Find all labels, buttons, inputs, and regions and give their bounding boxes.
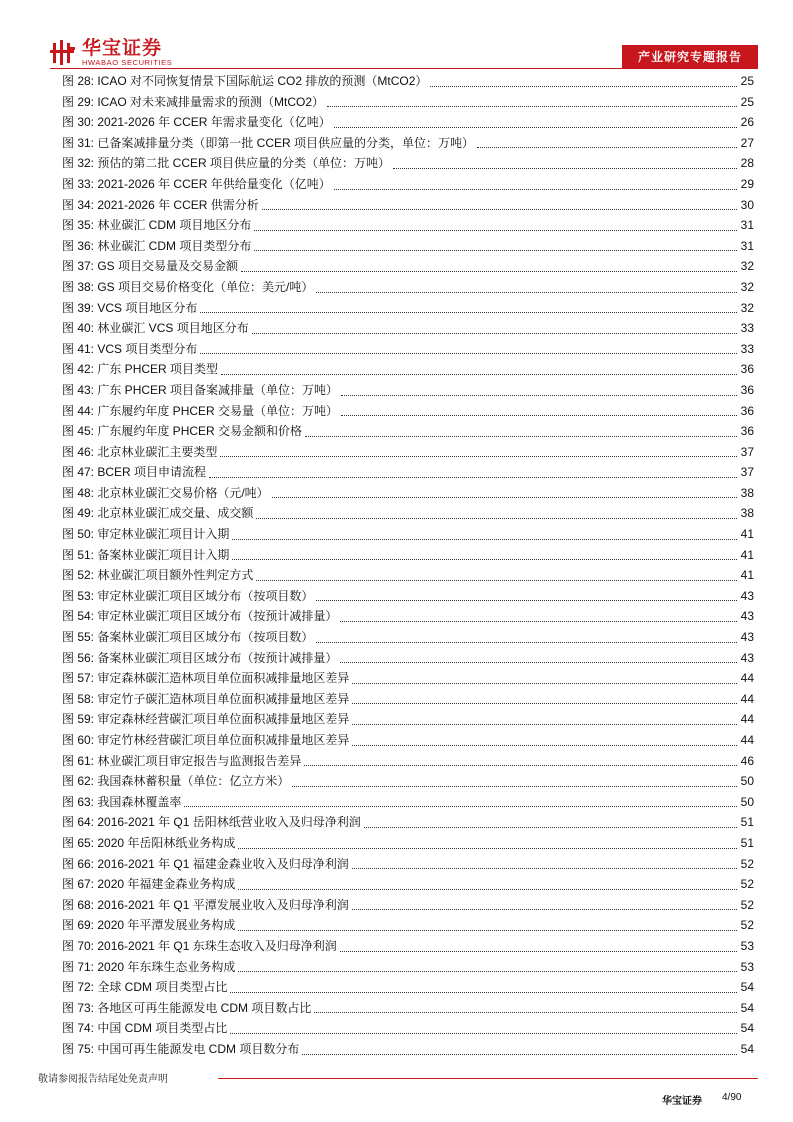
toc-entry-page: 32 bbox=[740, 300, 754, 315]
toc-entry-label: 图 61: 林业碳汇项目审定报告与监测报告差异 bbox=[62, 753, 302, 768]
toc-entry-label: 图 55: 备案林业碳汇项目区域分布（按项目数） bbox=[62, 630, 314, 645]
toc-entry-label: 图 41: VCS 项目类型分布 bbox=[62, 341, 198, 356]
toc-entry-page: 54 bbox=[740, 1000, 754, 1015]
toc-dot-leader bbox=[220, 455, 737, 457]
toc-entry-label: 图 54: 审定林业碳汇项目区域分布（按预计减排量） bbox=[62, 609, 338, 624]
toc-dot-leader bbox=[252, 332, 737, 334]
toc-entry-label: 图 63: 我国森林覆盖率 bbox=[62, 794, 182, 809]
toc-entry-page: 36 bbox=[740, 382, 754, 397]
toc-dot-leader bbox=[352, 744, 737, 746]
toc-entry-label: 图 44: 广东履约年度 PHCER 交易量（单位：万吨） bbox=[62, 403, 339, 418]
toc-entry-label: 图 73: 各地区可再生能源发电 CDM 项目数占比 bbox=[62, 1000, 312, 1015]
toc-entry[interactable] bbox=[62, 751, 754, 772]
toc-entry-label: 图 62: 我国森林蓄积量（单位：亿立方米） bbox=[62, 774, 290, 789]
toc-entry-page: 32 bbox=[740, 279, 754, 294]
toc-entry-page: 53 bbox=[740, 938, 754, 953]
toc-entry-label: 图 30: 2021-2026 年 CCER 年需求量变化（亿吨） bbox=[62, 115, 331, 130]
toc-entry-page: 50 bbox=[740, 774, 754, 789]
toc-entry-label: 图 28: ICAO 对不同恢复情景下国际航运 CO2 排放的预测（MtCO2） bbox=[62, 74, 428, 88]
toc-dot-leader bbox=[341, 394, 737, 396]
toc-entry-page: 28 bbox=[740, 156, 754, 171]
toc-dot-leader bbox=[254, 249, 737, 251]
toc-entry-page: 52 bbox=[740, 877, 754, 892]
toc-entry-label: 图 64: 2016-2021 年 Q1 岳阳林纸营业收入及归母净利润 bbox=[62, 815, 361, 830]
toc-entry-page: 43 bbox=[740, 588, 754, 603]
toc-entry-page: 43 bbox=[740, 650, 754, 665]
toc-entry[interactable] bbox=[62, 833, 754, 854]
toc-entry[interactable] bbox=[62, 442, 754, 463]
toc-entry-label: 图 42: 广东 PHCER 项目类型 bbox=[62, 362, 219, 377]
toc-entry[interactable] bbox=[62, 318, 754, 339]
toc-entry-page: 37 bbox=[740, 465, 754, 480]
toc-entry-page: 25 bbox=[740, 94, 754, 109]
toc-entry[interactable] bbox=[62, 236, 754, 257]
toc-dot-leader bbox=[352, 908, 737, 910]
toc-dot-leader bbox=[340, 950, 737, 952]
toc-entry[interactable] bbox=[62, 586, 754, 607]
toc-entry[interactable] bbox=[62, 462, 754, 483]
toc-entry-label: 图 67: 2020 年福建金森业务构成 bbox=[62, 877, 236, 892]
toc-entry-page: 36 bbox=[740, 424, 754, 439]
toc-entry[interactable] bbox=[62, 545, 754, 566]
toc-entry[interactable] bbox=[62, 1018, 754, 1039]
toc-dot-leader bbox=[334, 126, 737, 128]
toc-entry-label: 图 43: 广东 PHCER 项目备案减排量（单位：万吨） bbox=[62, 382, 339, 397]
toc-dot-leader bbox=[316, 641, 737, 643]
toc-entry-page: 52 bbox=[740, 897, 754, 912]
toc-entry[interactable] bbox=[62, 359, 754, 380]
footer-brand: 华宝证券 bbox=[662, 1096, 702, 1107]
toc-entry[interactable] bbox=[62, 92, 754, 113]
toc-entry-page: 27 bbox=[740, 135, 754, 150]
toc-entry-label: 图 59: 审定森林经营碳汇项目单位面积减排量地区差异 bbox=[62, 712, 350, 727]
toc-entry[interactable] bbox=[62, 421, 754, 442]
toc-entry-label: 图 65: 2020 年岳阳林纸业务构成 bbox=[62, 835, 236, 850]
toc-dot-leader bbox=[292, 785, 737, 787]
toc-dot-leader bbox=[184, 805, 737, 807]
toc-entry-page: 44 bbox=[740, 712, 754, 727]
toc-entry[interactable] bbox=[62, 730, 754, 751]
toc-entry-label: 图 48: 北京林业碳汇交易价格（元/吨） bbox=[62, 485, 269, 500]
toc-entry-label: 图 57: 审定森林碳汇造林项目单位面积减排量地区差异 bbox=[62, 671, 350, 686]
toc-entry[interactable] bbox=[62, 524, 754, 545]
toc-dot-leader bbox=[477, 146, 737, 148]
page-number: 4/90 bbox=[722, 1092, 742, 1103]
toc-dot-leader bbox=[238, 847, 737, 849]
toc-entry[interactable] bbox=[62, 195, 754, 216]
toc-entry[interactable] bbox=[62, 792, 754, 813]
toc-dot-leader bbox=[200, 311, 737, 313]
toc-entry[interactable] bbox=[62, 854, 754, 875]
toc-entry-page: 31 bbox=[740, 238, 754, 253]
toc-entry[interactable] bbox=[62, 174, 754, 195]
toc-entry-page: 41 bbox=[740, 547, 754, 562]
toc-entry[interactable] bbox=[62, 936, 754, 957]
toc-entry-page: 53 bbox=[740, 959, 754, 974]
toc-entry-page: 30 bbox=[740, 197, 754, 212]
toc-entry-page: 54 bbox=[740, 1041, 754, 1056]
toc-dot-leader bbox=[340, 620, 737, 622]
toc-entry[interactable] bbox=[62, 380, 754, 401]
toc-entry[interactable] bbox=[62, 339, 754, 360]
toc-entry[interactable] bbox=[62, 977, 754, 998]
toc-dot-leader bbox=[230, 991, 737, 993]
toc-dot-leader bbox=[262, 208, 737, 210]
toc-dot-leader bbox=[352, 723, 737, 725]
toc-dot-leader bbox=[352, 867, 737, 869]
toc-entry-page: 25 bbox=[740, 74, 754, 88]
toc-entry[interactable] bbox=[62, 895, 754, 916]
toc-entry[interactable] bbox=[62, 112, 754, 133]
toc-entry[interactable] bbox=[62, 606, 754, 627]
toc-entry-page: 52 bbox=[740, 918, 754, 933]
toc-entry-label: 图 66: 2016-2021 年 Q1 福建金森业收入及归母净利润 bbox=[62, 856, 349, 871]
toc-entry-label: 图 70: 2016-2021 年 Q1 东珠生态收入及归母净利润 bbox=[62, 938, 337, 953]
toc-entry[interactable] bbox=[62, 709, 754, 730]
toc-entry-label: 图 50: 审定林业碳汇项目计入期 bbox=[62, 527, 230, 542]
toc-dot-leader bbox=[305, 435, 737, 437]
toc-dot-leader bbox=[352, 702, 737, 704]
company-logo bbox=[50, 37, 172, 67]
toc-entry[interactable] bbox=[62, 277, 754, 298]
toc-dot-leader bbox=[341, 414, 737, 416]
toc-dot-leader bbox=[232, 538, 737, 540]
toc-entry-page: 41 bbox=[740, 527, 754, 542]
toc-entry[interactable] bbox=[62, 668, 754, 689]
toc-entry-page: 52 bbox=[740, 856, 754, 871]
toc-entry-page: 44 bbox=[740, 671, 754, 686]
toc-dot-leader bbox=[364, 826, 737, 828]
report-type-badge: 产业研究专题报告 bbox=[622, 45, 758, 69]
toc-entry[interactable] bbox=[62, 483, 754, 504]
toc-dot-leader bbox=[393, 167, 737, 169]
toc-entry-label: 图 46: 北京林业碳汇主要类型 bbox=[62, 444, 218, 459]
toc-dot-leader bbox=[302, 1053, 737, 1055]
toc-entry-page: 54 bbox=[740, 980, 754, 995]
toc-entry-page: 51 bbox=[740, 815, 754, 830]
toc-entry-page: 41 bbox=[740, 568, 754, 583]
toc-entry-page: 29 bbox=[740, 176, 754, 191]
toc-entry-label: 图 47: BCER 项目申请流程 bbox=[62, 465, 207, 480]
toc-dot-leader bbox=[209, 476, 737, 478]
toc-entry-page: 43 bbox=[740, 630, 754, 645]
toc-entry-page: 51 bbox=[740, 835, 754, 850]
toc-entry-label: 图 58: 审定竹子碳汇造林项目单位面积减排量地区差异 bbox=[62, 691, 350, 706]
toc-entry-page: 33 bbox=[740, 341, 754, 356]
page-footer bbox=[0, 1066, 793, 1122]
toc-dot-leader bbox=[340, 661, 737, 663]
toc-dot-leader bbox=[316, 599, 737, 601]
toc-entry[interactable] bbox=[62, 71, 754, 92]
toc-entry-label: 图 60: 审定竹林经营碳汇项目单位面积减排量地区差异 bbox=[62, 733, 350, 747]
disclaimer-note: 敬请参阅报告结尾处免责声明 bbox=[38, 1074, 168, 1085]
toc-entry-label: 图 34: 2021-2026 年 CCER 供需分析 bbox=[62, 197, 259, 212]
toc-dot-leader bbox=[272, 496, 737, 498]
toc-entry[interactable] bbox=[62, 1039, 754, 1060]
toc-dot-leader bbox=[314, 1011, 737, 1013]
toc-entry-page: 33 bbox=[740, 321, 754, 336]
toc-dot-leader bbox=[316, 291, 737, 293]
toc-entry-label: 图 40: 林业碳汇 VCS 项目地区分布 bbox=[62, 321, 249, 336]
toc-entry-label: 图 74: 中国 CDM 项目类型占比 bbox=[62, 1021, 228, 1036]
toc-entry-label: 图 33: 2021-2026 年 CCER 年供给量变化（亿吨） bbox=[62, 176, 331, 191]
toc-entry[interactable] bbox=[62, 998, 754, 1019]
toc-entry-label: 图 38: GS 项目交易价格变化（单位：美元/吨） bbox=[62, 279, 314, 294]
toc-entry-page: 50 bbox=[740, 794, 754, 809]
toc-entry-page: 44 bbox=[740, 733, 754, 747]
toc-dot-leader bbox=[238, 888, 737, 890]
toc-dot-leader bbox=[304, 764, 737, 766]
toc-dot-leader bbox=[238, 970, 737, 972]
toc-dot-leader bbox=[430, 85, 737, 87]
toc-entry-page: 38 bbox=[740, 506, 754, 521]
toc-entry[interactable] bbox=[62, 689, 754, 710]
toc-entry[interactable] bbox=[62, 133, 754, 154]
logo-brand-en: HWABAO SECURITIES bbox=[82, 57, 173, 67]
toc-entry[interactable] bbox=[62, 957, 754, 978]
toc-dot-leader bbox=[221, 373, 737, 375]
toc-entry-label: 图 71: 2020 年东珠生态业务构成 bbox=[62, 959, 236, 974]
toc-entry-label: 图 53: 审定林业碳汇项目区域分布（按项目数） bbox=[62, 588, 314, 603]
toc-entry-label: 图 52: 林业碳汇项目额外性判定方式 bbox=[62, 568, 254, 583]
toc-entry[interactable] bbox=[62, 565, 754, 586]
toc-entry-label: 图 35: 林业碳汇 CDM 项目地区分布 bbox=[62, 218, 252, 233]
toc-entry-page: 36 bbox=[740, 362, 754, 377]
toc-entry-page: 26 bbox=[740, 115, 754, 130]
toc-entry[interactable] bbox=[62, 874, 754, 895]
toc-dot-leader bbox=[352, 682, 737, 684]
toc-dot-leader bbox=[200, 352, 737, 354]
toc-entry[interactable] bbox=[62, 648, 754, 669]
footer-divider bbox=[218, 1078, 758, 1079]
figure-list bbox=[62, 71, 754, 1060]
toc-entry-page: 54 bbox=[740, 1021, 754, 1036]
toc-entry-label: 图 56: 备案林业碳汇项目区域分布（按预计减排量） bbox=[62, 650, 338, 665]
toc-entry[interactable] bbox=[62, 627, 754, 648]
toc-dot-leader bbox=[256, 517, 737, 519]
toc-entry-label: 图 31: 已备案减排量分类（即第一批 CCER 项目供应量的分类，单位：万吨） bbox=[62, 135, 475, 150]
toc-entry[interactable] bbox=[62, 215, 754, 236]
toc-dot-leader bbox=[254, 229, 737, 231]
toc-entry-label: 图 39: VCS 项目地区分布 bbox=[62, 300, 198, 315]
toc-entry-page: 44 bbox=[740, 691, 754, 706]
toc-entry-label: 图 75: 中国可再生能源发电 CDM 项目数分布 bbox=[62, 1041, 300, 1056]
toc-entry-page: 32 bbox=[740, 259, 754, 274]
toc-entry-label: 图 72: 全球 CDM 项目类型占比 bbox=[62, 980, 228, 995]
logo-brand-cn: 华宝证券 bbox=[82, 36, 163, 59]
toc-dot-leader bbox=[230, 1032, 737, 1034]
toc-dot-leader bbox=[241, 270, 737, 272]
toc-entry[interactable] bbox=[62, 771, 754, 792]
toc-entry-label: 图 32: 预估的第二批 CCER 项目供应量的分类（单位：万吨） bbox=[62, 156, 391, 171]
toc-dot-leader bbox=[334, 188, 737, 190]
toc-entry-label: 图 45: 广东履约年度 PHCER 交易金额和价格 bbox=[62, 424, 303, 439]
toc-entry-label: 图 37: GS 项目交易量及交易金额 bbox=[62, 259, 239, 274]
toc-dot-leader bbox=[232, 558, 737, 560]
toc-entry-label: 图 49: 北京林业碳汇成交量、成交额 bbox=[62, 506, 254, 521]
toc-entry-page: 46 bbox=[740, 753, 754, 768]
toc-entry-label: 图 36: 林业碳汇 CDM 项目类型分布 bbox=[62, 238, 252, 253]
toc-dot-leader bbox=[256, 579, 737, 581]
toc-entry[interactable] bbox=[62, 503, 754, 524]
toc-entry-page: 38 bbox=[740, 485, 754, 500]
toc-entry-label: 图 69: 2020 年平潭发展业务构成 bbox=[62, 918, 236, 933]
toc-entry-label: 图 51: 备案林业碳汇项目计入期 bbox=[62, 547, 230, 562]
header-divider bbox=[50, 68, 622, 69]
page-header bbox=[0, 0, 793, 72]
toc-entry-label: 图 29: ICAO 对未来减排量需求的预测（MtCO2） bbox=[62, 94, 325, 109]
toc-entry-page: 43 bbox=[740, 609, 754, 624]
toc-entry-page: 31 bbox=[740, 218, 754, 233]
toc-dot-leader bbox=[327, 105, 737, 107]
toc-entry-label: 图 68: 2016-2021 年 Q1 平潭发展业收入及归母净利润 bbox=[62, 897, 349, 912]
toc-entry[interactable] bbox=[62, 256, 754, 277]
toc-dot-leader bbox=[238, 929, 737, 931]
toc-entry[interactable] bbox=[62, 401, 754, 422]
logo-mark-icon bbox=[50, 39, 76, 65]
toc-entry[interactable] bbox=[62, 915, 754, 936]
toc-entry-page: 36 bbox=[740, 403, 754, 418]
toc-entry[interactable] bbox=[62, 298, 754, 319]
toc-entry[interactable] bbox=[62, 812, 754, 833]
toc-entry-page: 37 bbox=[740, 444, 754, 459]
toc-entry[interactable] bbox=[62, 153, 754, 174]
